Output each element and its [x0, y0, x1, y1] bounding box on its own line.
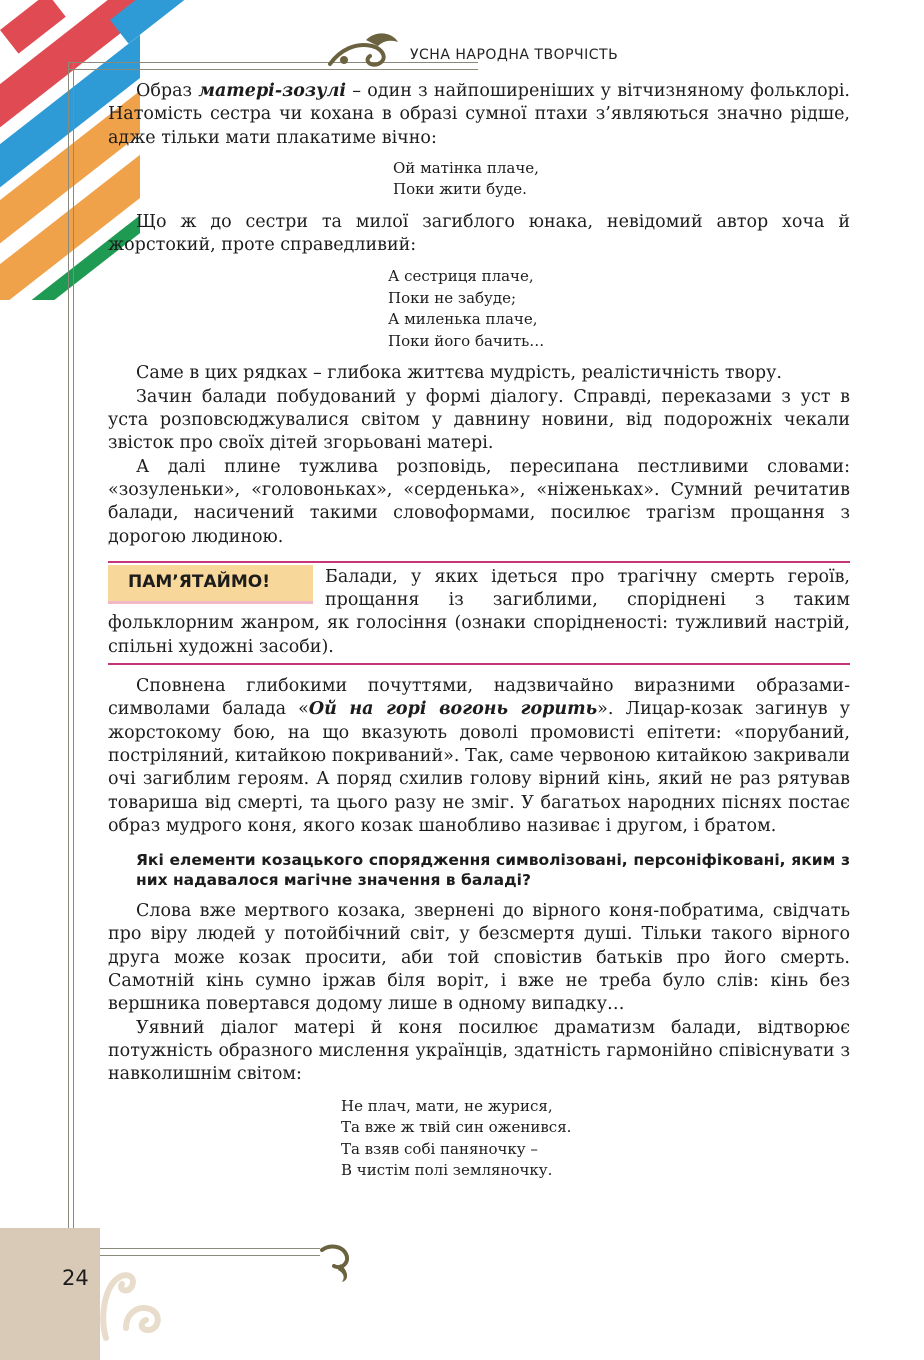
ballad-title: Ой на горі вогонь горить [308, 699, 598, 720]
verse-line: Поки його бачить… [388, 331, 545, 350]
verse-line: Не плач, мати, не журися, [341, 1096, 553, 1115]
page-corner-block [0, 1228, 100, 1360]
remember-text: Балади, у яких ідеться про трагічну смерть героїв, прощання із загиблими, споріднені з таким фольклорним жанром, як голосіння (ознаки спорідненості: тужливий настрій, спільні художні засоби). [108, 566, 850, 657]
frame-left-line [68, 62, 74, 1252]
verse-line: Та взяв собі паняночку – [341, 1139, 538, 1158]
verse-line: А миленька плаче, [388, 310, 538, 329]
paragraph-2: Що ж до сестри та милої загиблого юнака, невідомий автор хоча й жорстокий, проте справедливий: [108, 211, 850, 256]
emphasis-term: матері-зозулі [198, 81, 347, 101]
corner-flourish-icon [96, 1268, 166, 1348]
verse-2 [388, 266, 850, 352]
verse-line: Ой матінка плаче, [393, 158, 539, 177]
paragraph-7: Слова вже мертвого козака, звернені до вірного коня-побратима, свідчать про віру людей у потойбічний світ, у безсмертя душі. Тільки такого вірного друга може козак просити, аби той сповістив батьків про його смерть. Самотній кінь сумно іржав біля воріт, і вже не треба було слів: кінь без вершника повертався додому лише в одному випадку… [108, 901, 850, 1015]
verse-line: А сестриця плаче, [388, 267, 534, 286]
verse-line: В чистім полі земляночку. [341, 1161, 553, 1179]
frame-top-line [68, 62, 478, 70]
remember-badge-label: ПАМ’ЯТАЙМО! [128, 571, 270, 592]
paragraph-4: Зачин балади побудований у формі діалогу. Справді, переказами з уст в уста розповсюджувалися світом у давнину новини, від подорожніх чекали звісток про своїх дітей згорьовані матері. [108, 386, 850, 454]
verse-3 [341, 1096, 850, 1182]
paragraph-3: Саме в цих рядках – глибока життєва мудрість, реалістичність твору. [136, 363, 782, 384]
bottom-flourish-icon [316, 1240, 362, 1284]
verse-1 [393, 158, 850, 201]
paragraph-1: Образ матері-зозулі – один з найпоширеніших у вітчизняному фольклорі. Натомість сестра чи кохана в образі сумної птахи з’являються значно рідше, адже тільки мати плакатиме вічно: [108, 81, 850, 148]
verse-line: Поки не забуде; [388, 288, 517, 307]
paragraph-8: Уявний діалог матері й коня посилює драматизм балади, відтворює потужність образного мислення українців, здатність гармонійно співіснувати з навколишнім світом: [108, 1017, 850, 1085]
section-title: УСНА НАРОДНА ТВОРЧІСТЬ [410, 47, 619, 63]
remember-box [108, 561, 850, 665]
verse-line: Та вже ж твій син оженився. [341, 1118, 572, 1136]
question-text: Які елементи козацького спорядження символізовані, персоніфіковані, яким з них надавалося магічне значення в баладі? [136, 851, 850, 890]
page-content [108, 80, 850, 1182]
page-number: 24 [62, 1266, 89, 1290]
paragraph-6: Сповнена глибокими почуттями, надзвичайно виразними образами-символами балада «Ой на горі вогонь горить». Лицар-козак загинув у жорстокому бою, на що вказують доволі промовисті епітети: «порубаний, постріляний, китайкою покриваний». Так, саме червоною китайкою закривали очі загиблим героям. А поряд схилив голову вірний кінь, який не раз рятував товариша від смерті, та цього разу не зміг. У багатьох народних піснях постає образ мудрого коня, якого козак шанобливо називає і другом, і братом. [108, 676, 850, 836]
top-flourish-icon [326, 30, 404, 72]
remember-badge [108, 565, 313, 604]
frame-bottom-line [68, 1248, 320, 1256]
verse-line: Поки жити буде. [393, 180, 527, 199]
paragraph-5: А далі плине тужлива розповідь, пересипана пестливими словами: «зозуленьки», «головоньках», «серденька», «ніженьках». Сумний речитатив балади, насичений такими словоформами, посилює трагізм прощання з дорогою людиною. [108, 456, 850, 547]
